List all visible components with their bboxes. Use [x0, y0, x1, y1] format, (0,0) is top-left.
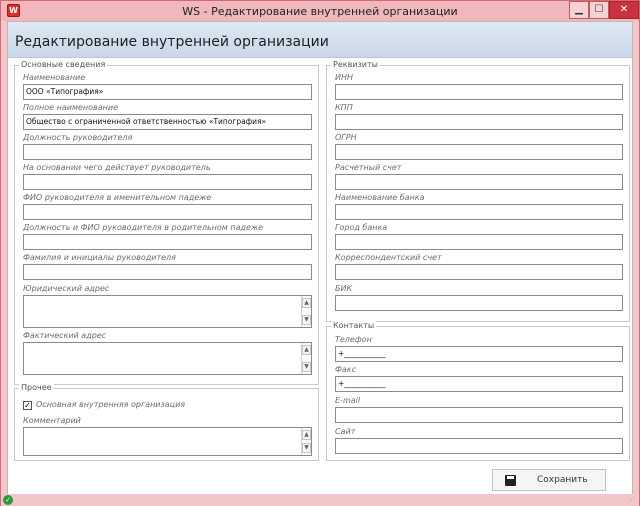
basis-label: На основании чего действует руководитель	[23, 163, 211, 172]
full-name-label: Полное наименование	[23, 103, 118, 112]
comment-label: Комментарий	[23, 416, 81, 425]
email-label: E-mail	[335, 396, 361, 405]
name-field[interactable]: ООО «Типография»	[23, 84, 312, 100]
bik-field[interactable]	[335, 295, 623, 311]
legal-address-label: Юридический адрес	[23, 284, 110, 293]
contacts-legend: Контакты	[333, 321, 375, 330]
head-initials-label: Фамилия и инициалы руководителя	[23, 253, 176, 262]
floppy-disk-icon	[505, 475, 516, 486]
kpp-label: КПП	[335, 103, 353, 112]
bik-label: БИК	[335, 284, 353, 293]
form-client-area	[7, 21, 633, 499]
bank-name-label: Наименование банка	[335, 193, 425, 202]
main-org-checkbox[interactable]: ✓	[24, 401, 31, 410]
head-pos-fio-gen-label: Должность и ФИО руководителя в родительном падеже	[23, 223, 264, 232]
head-pos-fio-gen-field[interactable]	[23, 234, 312, 250]
contacts-group	[326, 321, 630, 461]
actual-address-label: Фактический адрес	[23, 331, 107, 340]
save-button[interactable]	[492, 469, 606, 491]
phone-field[interactable]: +___________	[335, 346, 623, 362]
bank-name-field[interactable]	[335, 204, 623, 220]
scroll-down-icon[interactable]: ▼	[302, 362, 311, 372]
other-legend: Прочее	[21, 383, 52, 392]
kpp-field[interactable]	[335, 114, 623, 130]
corr-account-field[interactable]	[335, 264, 623, 280]
scroll-down-icon[interactable]: ▼	[302, 315, 311, 325]
check-circle-icon: ✓	[3, 495, 13, 505]
minimize-button[interactable]: ▁	[569, 1, 589, 19]
site-label: Сайт	[335, 427, 356, 436]
actual-address-field[interactable]	[23, 342, 312, 375]
requisites-legend: Реквизиты	[333, 60, 378, 69]
head-position-label: Должность руководителя	[23, 133, 133, 142]
comment-field[interactable]	[23, 427, 312, 456]
account-field[interactable]	[335, 174, 623, 190]
save-button-label: Сохранить	[537, 475, 588, 485]
corr-account-label: Корреспондентский счет	[335, 253, 442, 262]
full-name-field[interactable]: Общество с ограниченной ответственностью «Типография»	[23, 114, 312, 130]
email-field[interactable]	[335, 407, 623, 423]
scroll-up-icon[interactable]: ▲	[302, 430, 311, 440]
app-logo-icon: W	[7, 4, 20, 17]
basic-info-group	[14, 60, 319, 385]
bank-city-field[interactable]	[335, 234, 623, 250]
inn-field[interactable]	[335, 84, 623, 100]
head-fio-nom-field[interactable]	[23, 204, 312, 220]
ogrn-field[interactable]	[335, 144, 623, 160]
main-org-label: Основная внутренняя организация	[36, 400, 186, 409]
scroll-down-icon[interactable]: ▼	[302, 443, 311, 453]
site-field[interactable]	[335, 438, 623, 454]
head-fio-nom-label: ФИО руководителя в именительном падеже	[23, 193, 212, 202]
phone-label: Телефон	[335, 335, 372, 344]
ogrn-label: ОГРН	[335, 133, 357, 142]
basic-info-legend: Основные сведения	[21, 60, 106, 69]
scroll-up-icon[interactable]: ▲	[302, 298, 311, 308]
head-initials-field[interactable]	[23, 264, 312, 280]
page-title: Редактирование внутренней организации	[15, 34, 329, 50]
fax-field[interactable]: +___________	[335, 376, 623, 392]
account-label: Расчетный счет	[335, 163, 402, 172]
head-position-field[interactable]	[23, 144, 312, 160]
status-bar	[1, 494, 639, 506]
inn-label: ИНН	[335, 73, 354, 82]
page-header	[8, 22, 632, 58]
comment-scrollbar[interactable]	[301, 428, 311, 455]
resize-grip-icon[interactable]: ⋰	[628, 496, 635, 504]
legal-address-scrollbar[interactable]	[301, 296, 311, 327]
window-title: WS - Редактирование внутренней организации	[182, 5, 458, 18]
actual-address-scrollbar[interactable]	[301, 343, 311, 374]
bank-city-label: Город банка	[335, 223, 388, 232]
name-label: Наименование	[23, 73, 86, 82]
title-bar[interactable]	[1, 1, 639, 21]
fax-label: Факс	[335, 365, 357, 374]
scroll-up-icon[interactable]: ▲	[302, 345, 311, 355]
close-button[interactable]: ✕	[609, 1, 639, 19]
maximize-button[interactable]: ☐	[589, 1, 609, 19]
legal-address-field[interactable]	[23, 295, 312, 328]
requisites-group	[326, 60, 630, 322]
basis-field[interactable]	[23, 174, 312, 190]
other-group	[14, 383, 319, 461]
